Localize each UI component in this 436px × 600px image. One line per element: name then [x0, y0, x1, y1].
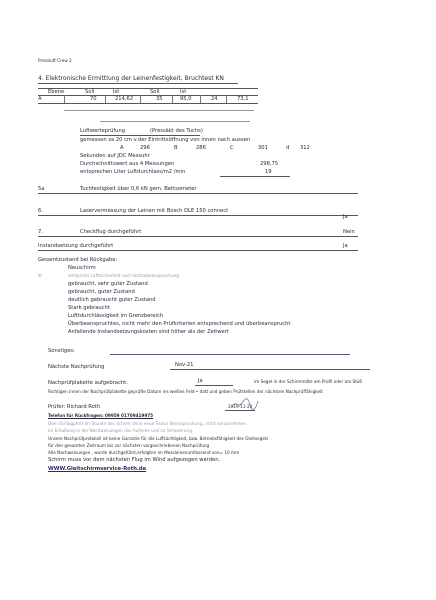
- point-b-label: B: [174, 145, 178, 151]
- footer-small-1: Dem Schlagpfert im Stunde des Schirm ohne neue Textur Beanspruchung, nicht vorzunehmen.: [48, 421, 248, 426]
- section-7-value: Nein: [343, 229, 355, 235]
- gemessen-text: gemessen za 20 cm v.der Eintrittsöffnung von innen nach aussen: [80, 137, 251, 143]
- sekunden-text: Sekunden auf JDC Messuhr: [80, 153, 150, 159]
- footer-line-3: Alle Nachweisungen , wurde durchgeführt,erfolgten im Messleinenumfassend von= 10 mm: [48, 450, 240, 455]
- condition-luftdurchlass: Lufttdurchlässigkeit im Grenzbereich: [68, 313, 164, 319]
- instandsetzung-value: Ja: [343, 243, 348, 249]
- table-header-ebene: Ebene: [48, 89, 65, 95]
- pruefer-date: 2019-11-23: [228, 404, 253, 409]
- gesamtzustand-title: Gesamtzustand bei Rückgabe:: [38, 257, 118, 263]
- table-cell-ist-3: 73,1: [237, 96, 249, 102]
- point-d-value: 312: [300, 145, 310, 151]
- section-4-underline: [38, 83, 238, 84]
- luftwert-label: Luftwerteprüfung: [80, 128, 126, 134]
- condition-sehr-gut: gebraucht, sehr guter Zustand: [68, 281, 148, 287]
- sonstiges-label: Sonstiges:: [48, 348, 75, 354]
- signature-icon: [230, 395, 260, 413]
- luftwert-method: (Pressäkt des Tuchs): [150, 128, 203, 134]
- section-7-text: Checkflug durchgeführt: [80, 229, 142, 235]
- nachpruefung-value: Nov-21: [175, 362, 194, 368]
- table-cell-ist-1: 214,62: [115, 96, 134, 102]
- durchschnitt-label: Durchschnittswert aus 4 Messungen: [80, 161, 175, 167]
- point-d-label: d: [286, 145, 290, 151]
- section-5a-text: Tuchfestigkeit über 0,6 kN gem. Bettsometer: [80, 186, 197, 192]
- plakette-value: Ja: [198, 378, 203, 384]
- footer-small-2: im Erhaltung in der Nachweisungen das Aufsehe und zu Verwahrung.: [48, 428, 194, 433]
- nachpruefung-label: Nächste Nachprüfung: [48, 364, 105, 370]
- pruefer-label: Prüfer: Richard Roth: [48, 404, 101, 410]
- plakette-small: Richtigen innen der Nachprüfplakette geprüfte Datum ins weißes Feld • datt und geben Prüfstellen der nächsten Nachprüffähigkeit: [48, 389, 323, 394]
- section-6-value: Ja: [343, 214, 348, 220]
- entsprechen-label: entsprechen Liter Luftdurchlass/m2 /min: [80, 169, 186, 175]
- telefon: Telefon für Rückfragen: 09959 01709419975: [48, 413, 154, 418]
- entsprechen-value: 19: [265, 169, 272, 175]
- table-header-ist-2: Ist: [180, 89, 187, 95]
- table-cell-ist-2: 95,0: [180, 96, 192, 102]
- point-c-label: C: [230, 145, 234, 151]
- table-cell-soll-2: 35: [156, 96, 163, 102]
- condition-faint-line: entspricht Lufttsicherheit und nachzubeanspruchung: [68, 273, 179, 278]
- sonstiges-field-line: [110, 354, 350, 355]
- section-7-number: 7.: [38, 229, 43, 235]
- point-a-value: 296: [140, 145, 150, 151]
- point-c-value: 301: [258, 145, 268, 151]
- section-4-title: 4. Elektronische Ermittlung der Leinenfestigkeit, Bruchtest KN: [38, 75, 224, 82]
- condition-stark: Stark gebraucht: [68, 305, 110, 311]
- point-a-label: A: [120, 145, 124, 151]
- table-cell-soll-3: 24: [211, 96, 218, 102]
- table-cell-soll-1: 70: [90, 96, 97, 102]
- condition-neuschirm: Neuschirm: [68, 265, 96, 271]
- table-header-ist-1: Ist: [113, 89, 120, 95]
- instandsetzung-text: Instandsetzung durchgeführt: [38, 243, 114, 249]
- plakette-note: im Segel in der Schirmmitte am Profil oder am Stoß: [254, 379, 362, 384]
- point-b-value: 286: [196, 145, 206, 151]
- section-5a-number: 5a: [38, 186, 45, 192]
- footer-line-1: Unsere Nachprüfprotokoll ist keine Garantie für die Lufttüchtigkeit, bzw. Betriebsfähigkeit des Gleitsegels: [48, 436, 269, 441]
- condition-gut: gebraucht, guter Zustand: [68, 289, 135, 295]
- section-6-number: 6.: [38, 208, 43, 214]
- table-header-soll-2: Soll: [150, 89, 160, 95]
- footer-line-4: Schirm muss vor dem nächsten Flug im Wind aufgezogen werden.: [48, 457, 221, 463]
- website-link[interactable]: WWW.Gleitschirmservice-Roth.de: [48, 466, 147, 472]
- table-cell-ebene: A: [38, 96, 42, 102]
- plakette-label: Nachprüfplakette aufgebracht:: [48, 380, 128, 386]
- protocol-label: Pressluft Crew 2: [38, 58, 72, 63]
- condition-deutlich: deutlich gebraucht guter Zustand: [68, 297, 156, 303]
- condition-kosten: Anfallende Instandsetzungskosten sind höher als der Zeitwert: [68, 329, 229, 335]
- table-header-soll-1: Soll: [85, 89, 95, 95]
- condition-faint-marker: ☒: [38, 273, 42, 278]
- footer-line-2: für den gesamten Zeitraum bis zur nächsten vorgeschriebenen Nachprüfung: [48, 443, 210, 448]
- section-6-text: Laservermessung der Leinen mit Bosch DLE 150 connect: [80, 208, 229, 214]
- durchschnitt-value: 298,75: [260, 161, 279, 167]
- condition-ueberbeansprucht: Überbeanspruchtes, nicht mehr den Prüfkriterien entsprechend und überbeansprucht: [68, 321, 291, 327]
